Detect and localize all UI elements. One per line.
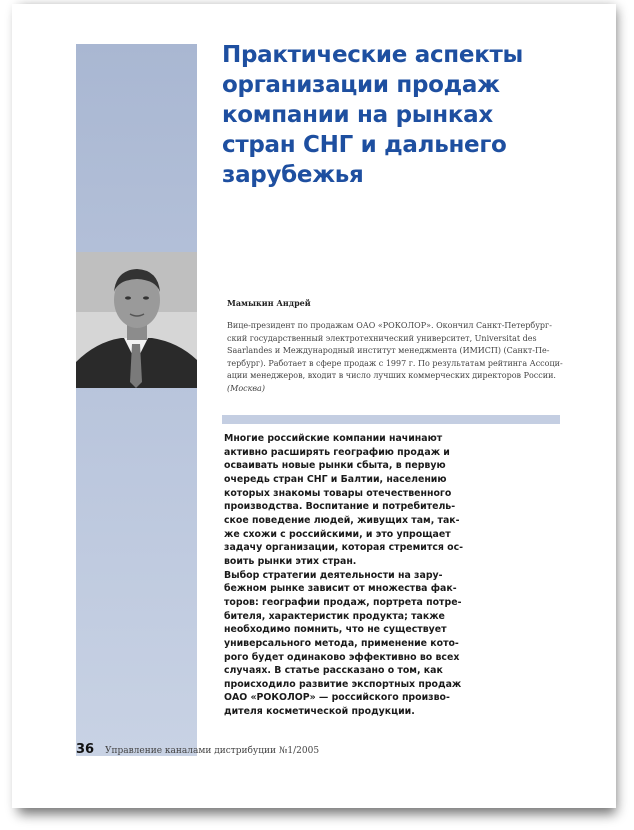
- lead-line: рого будет одинаково эффективно во всех: [224, 651, 460, 663]
- lead-line: дителя косметической продукции.: [224, 706, 415, 718]
- lead-line: Выбор стратегии деятельности на зару-: [224, 569, 443, 581]
- lead-line: ское поведение людей, живущих там, так-: [224, 514, 460, 526]
- title-line: зарубежья: [222, 162, 364, 188]
- lead-line: Многие российские компании начинают: [224, 433, 443, 444]
- bio-line: тербург). Работает в сфере продаж с 1997 г. По результатам рейтинга Ассоци-: [227, 358, 563, 368]
- title-line: организации продаж: [222, 72, 500, 98]
- side-color-stripe: [76, 44, 197, 756]
- author-city: (Москва): [227, 383, 265, 393]
- lead-line: задачу организации, которая стремится ос-: [224, 542, 464, 554]
- lead-line: универсального метода, применение кото-: [224, 637, 459, 649]
- author-bio: [227, 320, 562, 396]
- bio-line: Вице-президент по продажам ОАО «РОКОЛОР». Окончил Санкт-Петербург-: [227, 321, 552, 330]
- lead-line: осваивать новые рынки сбыта, в первую: [224, 460, 446, 472]
- page-number: 36: [76, 742, 95, 757]
- section-divider: [222, 415, 560, 424]
- author-name: Мамыкин Андрей: [227, 298, 311, 308]
- lead-line: ОАО «РОКОЛОР» — российского произво-: [224, 692, 450, 704]
- lead-line: происходило развитие экспортных продаж: [224, 678, 462, 690]
- lead-line: бителя, характеристик продукта; также: [224, 610, 445, 622]
- lead-line: же схожи с российскими, и это упрощает: [224, 528, 451, 540]
- lead-line: необходимо помнить, что не существует: [224, 624, 447, 636]
- lead-line: бежном рынке зависит от множества фак-: [224, 583, 457, 595]
- lead-line: случаях. В статье рассказано о том, как: [224, 665, 443, 677]
- bio-line: Saarlandes и Международный институт менеджмента (ИМИСП) (Санкт-Пе-: [227, 346, 550, 356]
- magazine-page: [12, 4, 616, 808]
- lead-line: которых знакомы товары отечественного: [224, 487, 452, 499]
- journal-name: Управление каналами дистрибуции №1/2005: [104, 746, 320, 756]
- bio-line: ации менеджеров, входит в число лучших коммерческих директоров России.: [227, 371, 556, 381]
- author-portrait-icon: [76, 252, 197, 388]
- lead-line: торов: географии продаж, портрета потре-: [224, 596, 462, 608]
- article-lead: [224, 432, 564, 719]
- lead-line: активно расширять географию продаж и: [224, 446, 450, 458]
- title-line: Практические аспекты: [222, 42, 524, 68]
- lead-line: очередь стран СНГ и Балтии, населению: [224, 473, 447, 485]
- author-photo: [76, 252, 197, 388]
- title-line: компании на рынках: [222, 102, 493, 128]
- article-title: [222, 40, 592, 190]
- bio-line: ский государственный электротехнический университет, Universitat des: [227, 333, 537, 343]
- title-line: стран СНГ и дальнего: [222, 132, 507, 158]
- page-footer: [76, 742, 319, 757]
- lead-line: производства. Воспитание и потребитель-: [224, 501, 456, 513]
- lead-line: воить рынки этих стран.: [224, 555, 357, 567]
